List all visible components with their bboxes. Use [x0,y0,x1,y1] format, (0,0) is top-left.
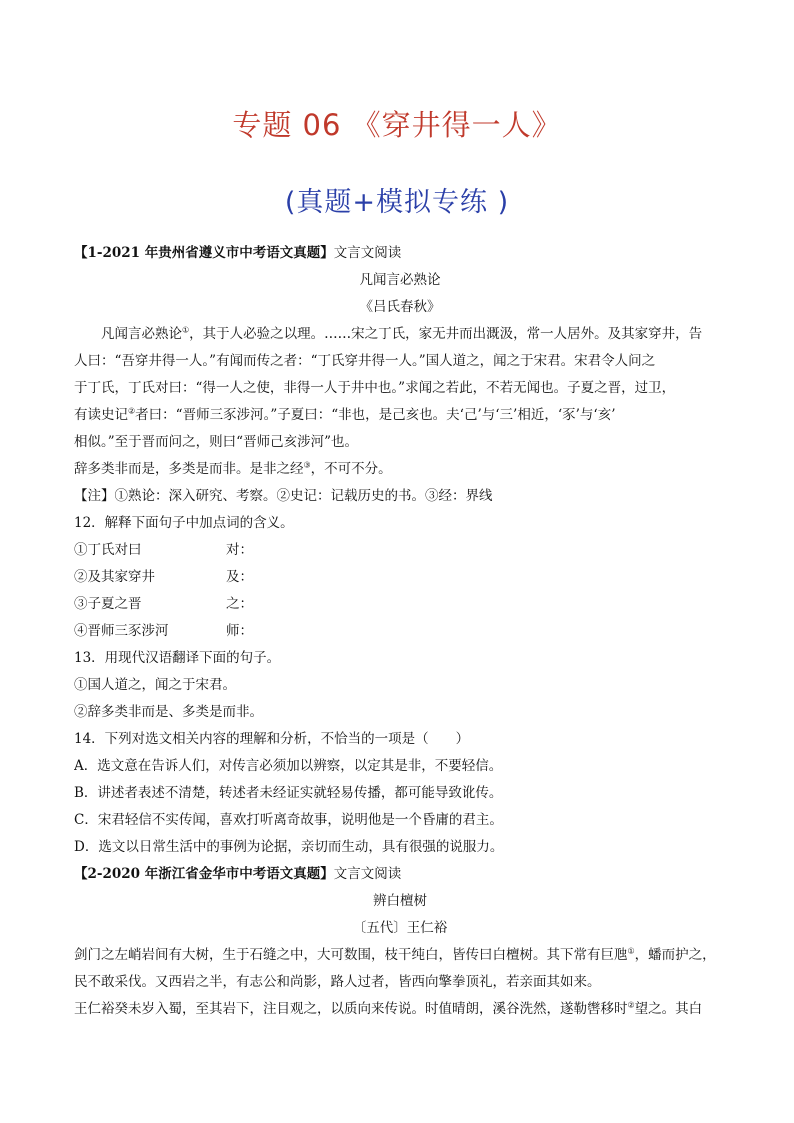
section2-source-type: 文言文阅读 [333,866,402,882]
passage1-line: 有读史记②者曰：“晋师三豕涉河。”子夏曰：“非也，是己亥也。夫‘己’与‘三’相近，‘豕’与‘亥’ [74,406,616,423]
passage1-title: 凡闻言必熟论 [359,272,441,288]
footnote-marker: ② [128,406,136,416]
section2-heading [74,861,726,888]
footnote-marker: ① [182,325,190,335]
passage2-title: 辨白檀树 [373,893,427,909]
section1-heading [74,240,726,267]
question-14-option-a: A．选文意在告诉人们，对传言必须加以辨察，以定其是非，不要轻信。 [74,758,503,774]
page-subtitle: (真题+模拟专练 ) [284,187,510,218]
q12-answer-blank: 及： [226,569,253,585]
passage1-line: 辞多类非而是，多类是而非。是非之经③，不可不分。 [74,460,392,477]
question-12-item [74,591,726,618]
question-13-item: ①国人道之，闻之于宋君。 [74,677,236,693]
passage1-line: 凡闻言必熟论①，其于人必验之以理。……宋之丁氏，家无井而出溉汲，常一人居外。及其家穿井，告 [101,325,703,342]
question-14-option-c: C．宋君轻信不实传闻，喜欢打听离奇故事，说明他是一个昏庸的君主。 [74,812,503,828]
question-13-item: ②辞多类非而是、多类是而非。 [74,704,263,720]
question-12-item [74,537,726,564]
passage1-note: 【注】①熟论：深入研究、考察。②史记：记载历史的书。③经：界线 [74,488,493,504]
question-14-option-d: D．选文以日常生活中的事例为论据，亲切而生动，具有很强的说服力。 [74,839,504,855]
q12-sentence: ①丁氏对曰 [74,542,142,558]
section1-source-type: 文言文阅读 [333,245,402,261]
passage2-line: 剑门之左峭岩间有大树，生于石缝之中，大可数围，枝干纯白，皆传曰白檀树。其下常有巨虺①，蟠而护之， [74,946,716,963]
section2-source-tag: 【2-2020 年浙江省金华市中考语文真题】 [74,866,334,882]
passage2-source: 〔五代〕王仁裕 [352,920,448,936]
q12-sentence: ②及其家穿井 [74,569,155,585]
question-13-prompt: 13．用现代汉语翻译下面的句子。 [74,650,281,666]
question-12-item [74,618,726,645]
page-title: 专题 06 《穿井得一人》 [232,108,562,142]
question-14-prompt: 14．下列对选文相关内容的理解和分析，不恰当的一项是（ ） [74,731,470,747]
passage2-line: 民不敢采伐。又西岩之半，有志公和尚影，路人过者，皆西向擎拳顶礼，若亲面其如来。 [74,974,601,990]
question-12-item [74,564,726,591]
question-12-prompt: 12．解释下面句子中加点词的含义。 [74,515,294,531]
section1-source-tag: 【1-2021 年贵州省遵义市中考语文真题】 [74,245,334,261]
q12-answer-blank: 师： [226,623,253,639]
passage2-line: 王仁裕癸未岁入蜀，至其岩下，注目观之，以质向来传说。时值晴朗，溪谷洗然，遂勒辔移时②望之。其白 [74,1000,703,1017]
passage1-line: 人曰：“吾穿井得一人。”有闻而传之者：“丁氏穿井得一人。”国人道之，闻之于宋君。宋君令人问之 [74,353,656,369]
passage1-line: 相似。”至于晋而问之，则曰“晋师己亥涉河”也。 [74,434,358,450]
q12-sentence: ④晋师三豕涉河 [74,623,169,639]
passage1-source: 《吕氏春秋》 [359,299,441,315]
footnote-marker: ① [627,946,635,956]
footnote-marker: ② [627,1000,635,1010]
passage1-line: 于丁氏，丁氏对曰：“得一人之使，非得一人于井中也。”求闻之若此，不若无闻也。子夏之晋，过卫， [74,380,676,396]
q12-answer-blank: 之： [226,596,253,612]
footnote-marker: ③ [303,460,311,470]
question-14-option-b: B．讲述者表述不清楚，转述者未经证实就轻易传播，都可能导致讹传。 [74,785,503,801]
document-body [74,240,726,1023]
q12-answer-blank: 对： [226,542,253,558]
q12-sentence: ③子夏之晋 [74,596,142,612]
